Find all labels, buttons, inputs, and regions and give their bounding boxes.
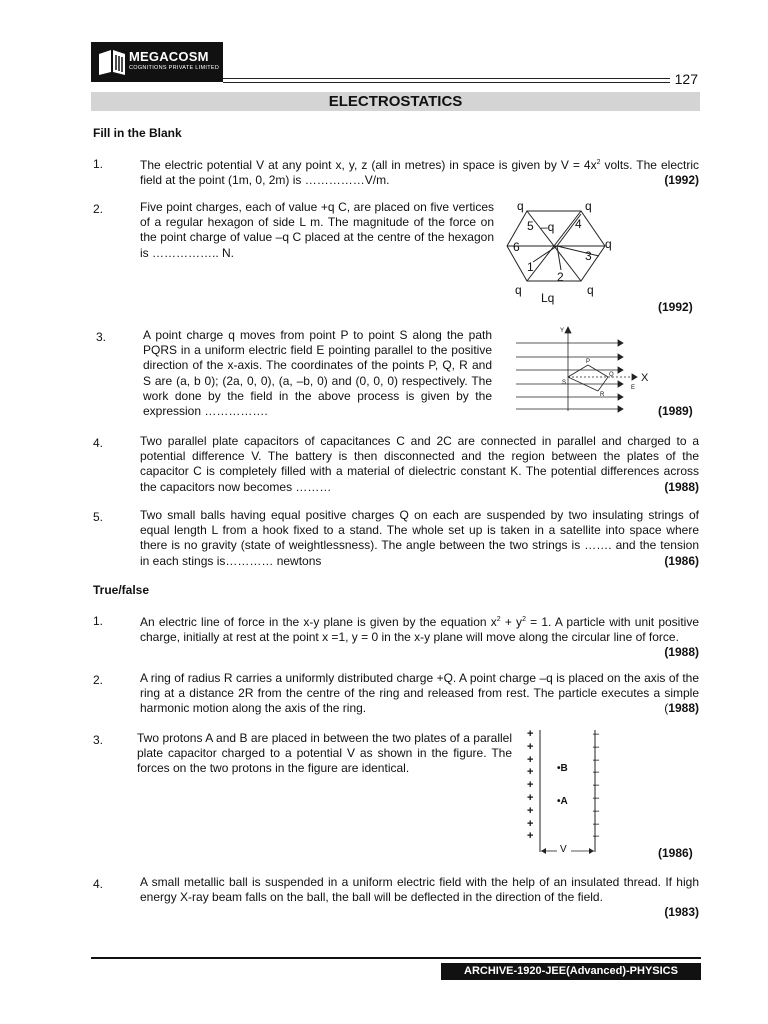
- negative-plate-charges: – – – – – – – – –: [593, 728, 600, 843]
- figure-label: E: [631, 385, 636, 391]
- logo: [91, 42, 223, 82]
- page-number: 127: [674, 71, 698, 87]
- figure-label: Q: [609, 372, 614, 378]
- header-rule-2: [223, 82, 670, 83]
- question-text: An electric line of force in the x-y plane is given by the equation $x^2 + y^2 = 1$. A particle with unit positive charge, initially at rest at the point x =1, y = 0 in the x-y plane will move along the circular line of force. (1988): [140, 615, 700, 660]
- chapter-title: ELECTROSTATICS: [91, 92, 700, 111]
- header-rule: [223, 78, 670, 79]
- figure-label: Y: [560, 328, 565, 334]
- footer-label: ARCHIVE-1920-JEE(Advanced)-PHYSICS: [441, 963, 701, 980]
- figure-label: R: [600, 392, 605, 398]
- hexagon-figure: [505, 198, 620, 308]
- question-text: Two parallel plate capacitors of capacitances C and 2C are connected in parallel and charged to a potential difference V. The battery is then disconnected and the region between the plates of the capacitor C is completely filled with a material of dielectric constant K. The potential differences across the capacitors now becomes ……… (1988): [140, 434, 699, 494]
- hexagon-label: q: [515, 283, 522, 297]
- hexagon-label: 3: [585, 249, 592, 263]
- hexagon-label: q: [605, 237, 612, 251]
- question-text: The electric potential V at any point x, y, z (all in metres) in space is given by $V = 4x^2$ volts. The electric field at the point (1m, 0, 2m) is ……………V/m. (1992): [140, 158, 700, 188]
- question-year: (1988): [664, 645, 699, 660]
- question-text: A point charge q moves from point P to point S along the path PQRS in a uniform electric field E pointing parallel to the positive direction of the x-axis. The coordinates of the points P, Q, R and S are (a, b 0); (2a, 0, 0), (a, –b, 0) and (0, 0, 0) respectively. The work done by the field in the above process is given by the expression …………….: [143, 328, 492, 419]
- question-number: 3.: [96, 330, 107, 344]
- hexagon-label: q: [517, 199, 524, 213]
- question-year: (1988): [664, 479, 699, 494]
- question-number: 5.: [93, 510, 104, 524]
- figure-label: P: [586, 359, 591, 365]
- question-text: Two protons A and B are placed in between the two plates of a parallel plate capacitor charged to a potential V as shown in the figure. The forces on the two protons in the figure are identical.: [137, 731, 512, 776]
- proton-b-label: •B: [557, 763, 568, 774]
- hexagon-label: 4: [575, 217, 582, 231]
- proton-a-label: •A: [557, 796, 568, 807]
- figure-label: X: [641, 372, 649, 384]
- capacitor-figure: [525, 728, 605, 856]
- hexagon-label: 1: [527, 260, 534, 274]
- section-heading-true-false: True/false: [93, 583, 150, 597]
- electric-field-figure: [510, 325, 660, 413]
- hexagon-label: 2: [557, 270, 564, 284]
- figure-label: S: [562, 380, 567, 386]
- question-text: Two small balls having equal positive charges Q on each are suspended by two insulating strings of equal length L from a hook fixed to a stand. The whole set up is taken in a satellite into space where there is no gravity (state of weightlessness). The angle between the two strings is ……. and the tension in each stings is………… newtons (1986): [140, 508, 699, 568]
- section-heading-fill-blank: Fill in the Blank: [93, 126, 182, 140]
- question-number: 3.: [93, 733, 104, 747]
- hexagon-label: q: [585, 199, 592, 213]
- question-text: A small metallic ball is suspended in a uniform electric field with the help of an insulated thread. If high energy X-ray beam falls on the ball, the ball will be deflected in the direction of the field. (1983): [140, 875, 699, 920]
- question-number: 2.: [93, 202, 104, 216]
- question-text: A ring of radius R carries a uniformly distributed charge +Q. A point charge –q is placed on the axis of the ring at a distance 2R from the centre of the ring and released from rest. The particle executes a simple harmonic motion along the axis of the ring. (1988): [140, 671, 699, 716]
- logo-subtitle: COGNITIONS PRIVATE LIMITED: [129, 65, 220, 71]
- potential-label: V: [560, 844, 567, 855]
- question-year: (1986): [664, 553, 699, 568]
- question-number: 2.: [93, 673, 104, 687]
- question-year: (1992): [658, 300, 693, 314]
- question-year: (1983): [664, 905, 699, 920]
- question-number: 4.: [93, 877, 104, 891]
- question-number: 1.: [93, 157, 104, 171]
- logo-name: MEGACOSM: [129, 49, 209, 64]
- question-text: Five point charges, each of value +q C, are placed on five vertices of a regular hexagon of side L m. The magnitude of the force on the point charge of value –q C placed at the centre of the hexagon is …………….. N.: [140, 200, 494, 260]
- hexagon-label: –q: [541, 220, 555, 234]
- question-year: (1989): [658, 404, 693, 418]
- hexagon-label: Lq: [541, 291, 555, 305]
- hexagon-label: 5: [527, 219, 534, 233]
- question-number: 1.: [93, 614, 104, 628]
- hexagon-label: 6: [513, 240, 520, 254]
- footer-rule: [91, 957, 701, 959]
- positive-plate-charges: + + + + + + + + +: [527, 728, 534, 843]
- book-icon: [97, 48, 127, 76]
- hexagon-label: q: [587, 283, 594, 297]
- question-year: (1988): [664, 701, 699, 716]
- question-number: 4.: [93, 436, 104, 450]
- question-year: (1986): [658, 846, 693, 860]
- question-year: (1992): [664, 173, 699, 188]
